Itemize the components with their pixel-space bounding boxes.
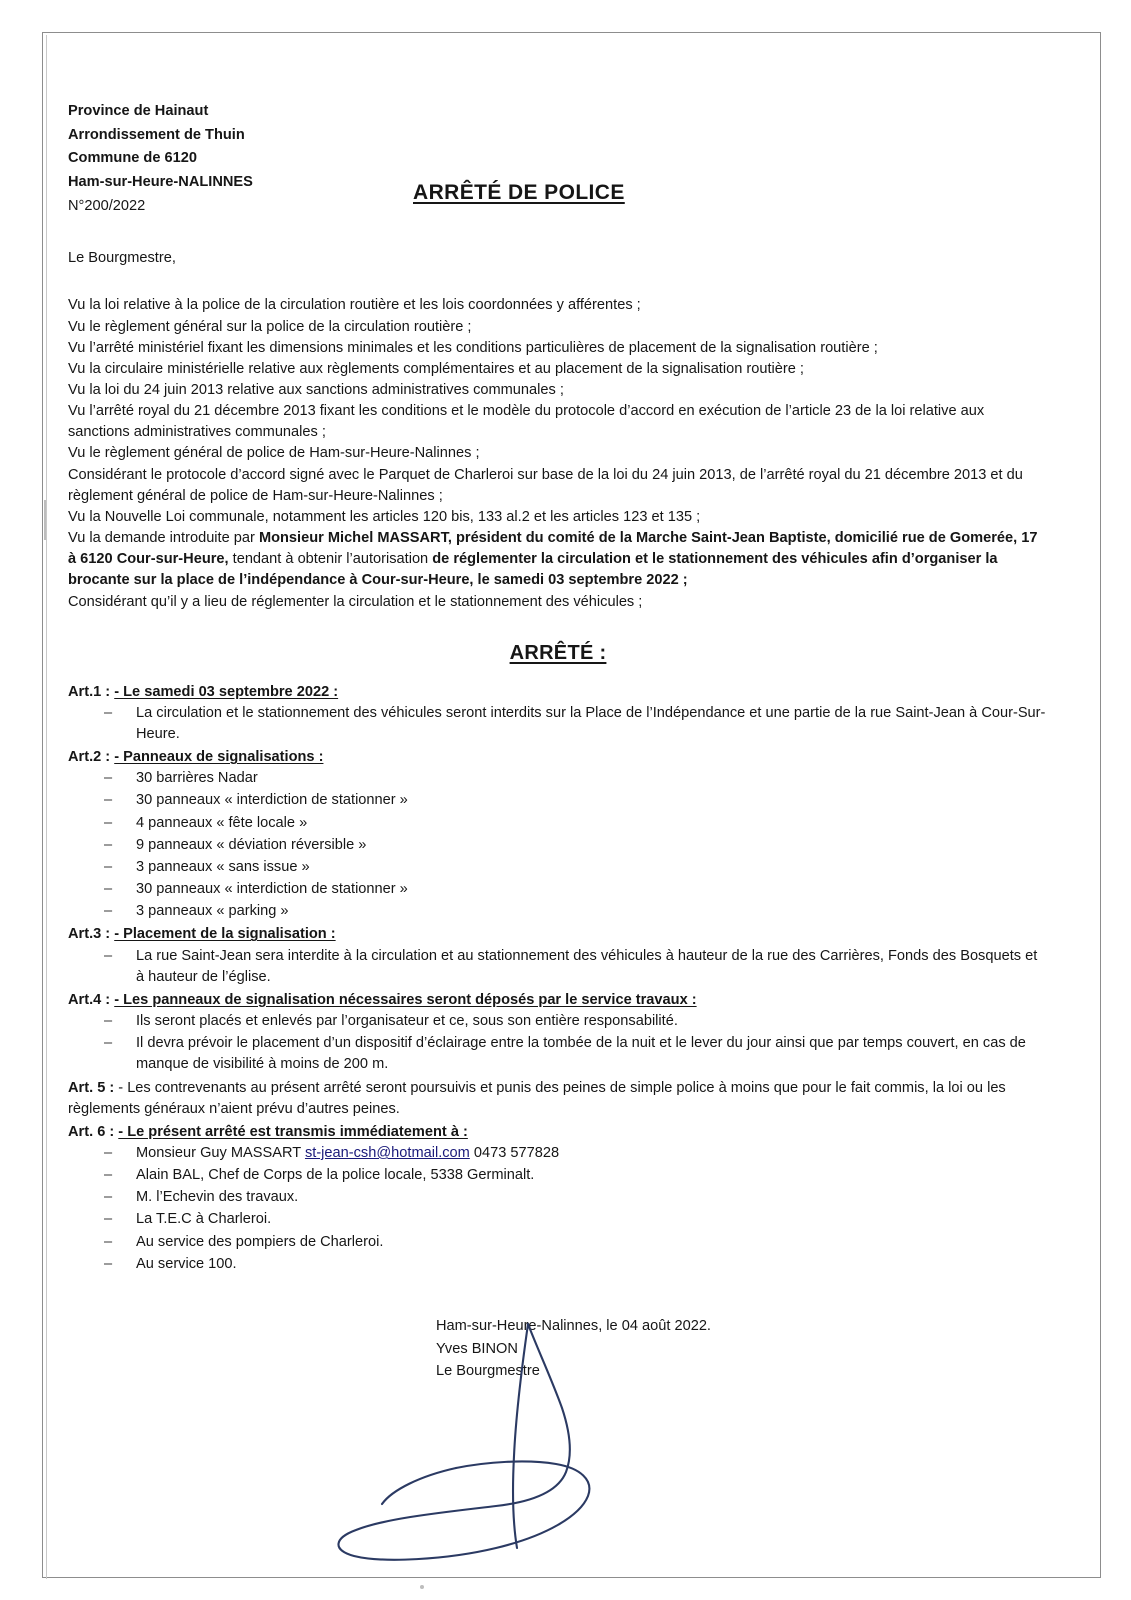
contact-name: Monsieur Guy MASSART	[136, 1144, 305, 1161]
article-6	[68, 1122, 1048, 1275]
document-body	[68, 100, 1048, 1383]
preamble-line: Vu le règlement général sur la police de la circulation routière ;	[68, 318, 472, 335]
letterhead-line-commune: Commune de 6120	[68, 150, 197, 167]
letterhead-line-municipality: Ham-sur-Heure-NALINNES	[68, 173, 253, 190]
article-5	[68, 1078, 1048, 1120]
list-item: – La circulation et le stationnement des véhicules seront interdits sur la Place de l’Indépendance et une partie de la rue Saint-Jean à Cour-Sur-Heure.	[136, 703, 1048, 745]
preamble-line: Vu la Nouvelle Loi communale, notamment les articles 120 bis, 133 al.2 et les articles 123 et 135 ;	[68, 508, 701, 525]
article-2-title	[68, 747, 1048, 768]
article-2-list	[68, 768, 1048, 922]
article-1	[68, 682, 1048, 745]
article-1-label: Art.1 :	[68, 683, 115, 700]
preamble-line: Vu la loi relative à la police de la circulation routière et les lois coordonnées y afférentes ;	[68, 297, 641, 314]
article-1-heading: - Le samedi 03 septembre 2022 :	[114, 683, 339, 700]
article-4-title	[68, 990, 1048, 1011]
article-1-title	[68, 682, 1048, 703]
article-3-list	[68, 946, 1048, 988]
article-5-title	[68, 1078, 1048, 1120]
list-item: – Au service des pompiers de Charleroi.	[136, 1232, 1048, 1253]
article-5-label: Art. 5 :	[68, 1079, 119, 1096]
article-2	[68, 747, 1048, 922]
article-3	[68, 924, 1048, 987]
signature-place-date: Ham-sur-Heure-Nalinnes, le 04 août 2022.	[436, 1317, 711, 1334]
email-link[interactable]: st-jean-csh@hotmail.com	[304, 1144, 470, 1161]
list-item: – 30 panneaux « interdiction de stationner »	[136, 879, 1048, 900]
article-3-title	[68, 924, 1048, 945]
decision-heading	[68, 639, 1048, 668]
contact-phone: 0473 577828	[469, 1144, 560, 1161]
preamble-block	[68, 295, 1048, 612]
signature-block	[436, 1315, 1048, 1383]
scan-artifact	[44, 500, 46, 540]
preamble-line: Vu l’arrêté royal du 21 décembre 2013 fixant les conditions et le modèle du protocole d’accord en exécution de l’article 23 de la loi relative aux sanctions administratives communales ;	[68, 403, 985, 441]
letterhead-line-province: Province de Hainaut	[68, 103, 209, 119]
request-paragraph	[68, 528, 1048, 591]
request-lead: Vu la demande introduite par	[68, 530, 259, 547]
list-item: – Ils seront placés et enlevés par l’organisateur et ce, sous son entière responsabilité.	[136, 1011, 1048, 1032]
list-item: – 30 barrières Nadar	[136, 768, 1048, 789]
list-item: – La rue Saint-Jean sera interdite à la circulation et au stationnement des véhicules à hauteur de la rue des Carrières, Fonds des Bosquets et à hauteur de l’église.	[136, 946, 1048, 988]
letterhead-line-arrondissement: Arrondissement de Thuin	[68, 126, 245, 143]
article-5-heading: - Les contrevenants au présent arrêté seront poursuivis et punis des peines de simple police à moins que pour le fait commis, la loi ou les règlements généraux n’aient prévu d’autres peines.	[68, 1079, 1006, 1117]
request-object: de réglementer la circulation et le stationnement des véhicules afin d’organiser la brocante sur la place de l’indépendance à Cour-sur-Heure, le samedi 03 septembre 2022 ;	[68, 551, 998, 589]
preamble-line: Vu l’arrêté ministériel fixant les dimensions minimales et les conditions particulières de placement de la signalisation routière ;	[68, 339, 878, 356]
list-item: – Il devra prévoir le placement d’un dispositif d’éclairage entre la tombée de la nuit et le lever du jour ainsi que par temps couvert, en cas de manque de visibilité à moins de 200 m.	[136, 1033, 1048, 1075]
article-2-heading: - Panneaux de signalisations :	[114, 749, 324, 766]
article-4	[68, 990, 1048, 1076]
list-item: – Alain BAL, Chef de Corps de la police locale, 5338 Germinalt.	[136, 1165, 1048, 1186]
list-item: – La T.E.C à Charleroi.	[136, 1209, 1048, 1230]
article-4-label: Art.4 :	[68, 991, 115, 1008]
preamble-line: Considérant le protocole d’accord signé avec le Parquet de Charleroi sur base de la loi du 24 juin 2013, de l’arrêté royal du 21 décembre 2013 et du règlement général de police de Ham-sur-Heure-Nalinnes ;	[68, 466, 1023, 504]
list-item: – Au service 100.	[136, 1254, 1048, 1275]
preamble-final: Considérant qu’il y a lieu de réglementer la circulation et le stationnement des véhicules ;	[68, 593, 643, 610]
list-item: – 3 panneaux « sans issue »	[136, 857, 1048, 878]
article-3-label: Art.3 :	[68, 926, 115, 943]
list-item: – M. l’Echevin des travaux.	[136, 1187, 1048, 1208]
list-item-contact	[136, 1143, 1048, 1164]
article-6-list	[68, 1143, 1048, 1275]
scan-artifact	[420, 1585, 424, 1589]
decision-heading-text: ARRÊTÉ :	[509, 641, 607, 664]
preamble-line: Vu le règlement général de police de Ham-sur-Heure-Nalinnes ;	[68, 445, 480, 462]
article-6-title	[68, 1122, 1048, 1143]
article-2-label: Art.2 :	[68, 749, 115, 766]
article-6-heading: - Le présent arrêté est transmis immédiatement à :	[118, 1123, 468, 1140]
document-reference: N°200/2022	[68, 197, 146, 214]
article-4-list	[68, 1011, 1048, 1075]
article-6-label: Art. 6 :	[68, 1123, 119, 1140]
preamble-line: Vu la circulaire ministérielle relative aux règlements complémentaires et au placement de la signalisation routière ;	[68, 360, 804, 377]
request-middle: tendant à obtenir l’autorisation	[228, 551, 433, 568]
article-4-heading: - Les panneaux de signalisation nécessaires seront déposés par le service travaux :	[114, 991, 697, 1008]
preamble-line: Vu la loi du 24 juin 2013 relative aux sanctions administratives communales ;	[68, 381, 564, 398]
list-item: – 9 panneaux « déviation réversible »	[136, 835, 1048, 856]
signature-function: Le Bourgmestre	[436, 1363, 540, 1380]
salutation: Le Bourgmestre,	[68, 250, 176, 267]
request-applicant: Monsieur Michel MASSART, président du comité de la Marche Saint-Jean Baptiste, domicilié rue de Gomerée, 17 à 6120 Cour-sur-Heure,	[68, 530, 1038, 568]
list-item: – 4 panneaux « fête locale »	[136, 813, 1048, 834]
list-item: – 30 panneaux « interdiction de stationner »	[136, 790, 1048, 811]
page-title: ARRÊTÉ DE POLICE	[413, 181, 625, 204]
signature-name: Yves BINON	[436, 1340, 518, 1357]
article-1-list	[68, 703, 1048, 745]
article-3-heading: - Placement de la signalisation :	[114, 926, 336, 943]
list-item: – 3 panneaux « parking »	[136, 901, 1048, 922]
